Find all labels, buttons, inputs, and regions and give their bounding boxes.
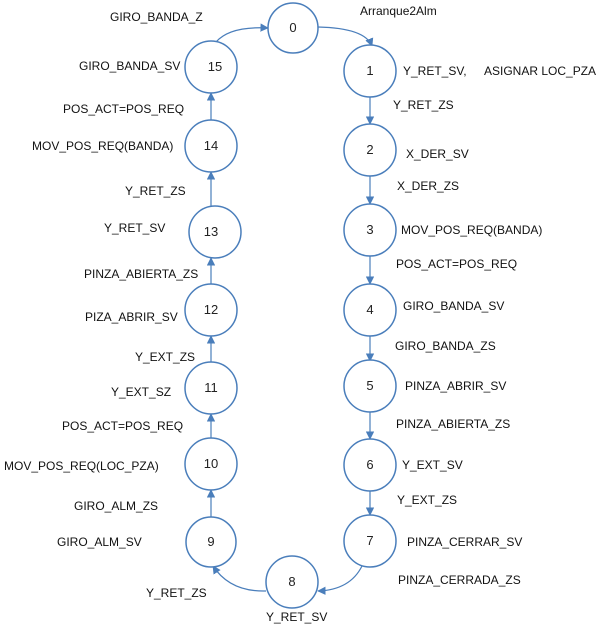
label-transition-5-6: PINZA_ABIERTA_ZS [396,417,511,431]
state-8-number: 8 [288,574,296,589]
state-15-number: 15 [207,59,223,74]
state-10-number: 10 [203,456,219,471]
label-transition-10-11: POS_ACT=POS_REQ [62,419,184,433]
state-2[interactable] [344,124,396,176]
label-transition-13-14: Y_RET_ZS [125,184,186,198]
label-state-3-action: MOV_POS_REQ(BANDA) [401,223,543,237]
state-12[interactable] [185,284,237,336]
state-12-number: 12 [203,302,219,317]
label-transition-2-3: X_DER_ZS [397,179,460,193]
state-11-number: 11 [204,380,218,395]
label-state-12-action: PIZA_ABRIR_SV [85,310,178,324]
edge-7-8 [318,566,362,591]
label-arranque2alm: Arranque2Alm [360,4,437,18]
label-state-15-action: GIRO_BANDA_SV [79,59,181,73]
edge-0-1 [318,27,372,46]
state-14-number: 14 [203,138,219,153]
label-transition-11-12: Y_EXT_ZS [135,350,196,364]
state-5[interactable] [344,360,396,412]
state-9[interactable] [186,517,236,567]
label-state-1-action-b: ASIGNAR LOC_PZA [484,64,597,78]
state-1[interactable] [344,45,396,97]
state-9-number: 9 [207,534,215,549]
label-transition-9-10: GIRO_ALM_ZS [74,499,159,513]
label-state-6-action: Y_EXT_SV [402,458,463,472]
state-10[interactable] [185,438,237,490]
state-0[interactable] [268,3,318,53]
label-transition-14-15: POS_ACT=POS_REQ [63,102,185,116]
label-transition-1-2: Y_RET_ZS [393,98,454,112]
states [185,3,396,608]
state-1-number: 1 [366,63,374,78]
label-state-7-action: PINZA_CERRAR_SV [407,535,523,549]
label-state-11-action: Y_EXT_SZ [111,385,172,399]
state-3[interactable] [344,204,396,256]
state-5-number: 5 [366,378,374,393]
label-state-8-action: Y_RET_SV [266,610,328,624]
state-13-number: 13 [203,224,219,239]
label-giro-banda-z: GIRO_BANDA_Z [110,10,203,24]
label-state-10-action: MOV_POS_REQ(LOC_PZA) [4,459,159,473]
state-2-number: 2 [366,142,374,157]
state-13[interactable] [189,206,241,258]
state-4[interactable] [344,284,396,336]
label-state-2-action: X_DER_SV [406,147,469,161]
state-4-number: 4 [366,302,374,317]
labels-left [4,59,198,549]
label-transition-3-4: POS_ACT=POS_REQ [396,257,518,271]
state-11[interactable] [185,362,237,414]
labels-right [393,64,596,587]
state-6[interactable] [344,439,396,491]
label-transition-8-9: Y_RET_ZS [146,586,207,600]
state-8[interactable] [266,556,318,608]
state-14[interactable] [185,120,237,172]
label-transition-7-8: PINZA_CERRADA_ZS [398,573,521,587]
label-state-4-action: GIRO_BANDA_SV [403,299,505,313]
edge-8-9 [213,566,266,591]
label-state-9-action: GIRO_ALM_SV [57,535,142,549]
state-15[interactable] [185,41,237,93]
state-7-number: 7 [366,533,374,548]
label-state-5-action: PINZA_ABRIR_SV [405,379,507,393]
state-0-number: 0 [289,20,297,35]
state-7[interactable] [344,515,396,567]
label-state-13-action: Y_RET_SV [104,221,166,235]
label-state-14-action: MOV_POS_REQ(BANDA) [32,139,174,153]
state-3-number: 3 [366,222,374,237]
state-6-number: 6 [366,457,374,472]
label-state-1-action-a: Y_RET_SV, [403,64,467,78]
label-transition-4-5: GIRO_BANDA_ZS [395,339,496,353]
label-transition-12-13: PINZA_ABIERTA_ZS [84,267,199,281]
label-transition-6-7: Y_EXT_ZS [397,493,458,507]
edge-15-0 [216,28,268,42]
